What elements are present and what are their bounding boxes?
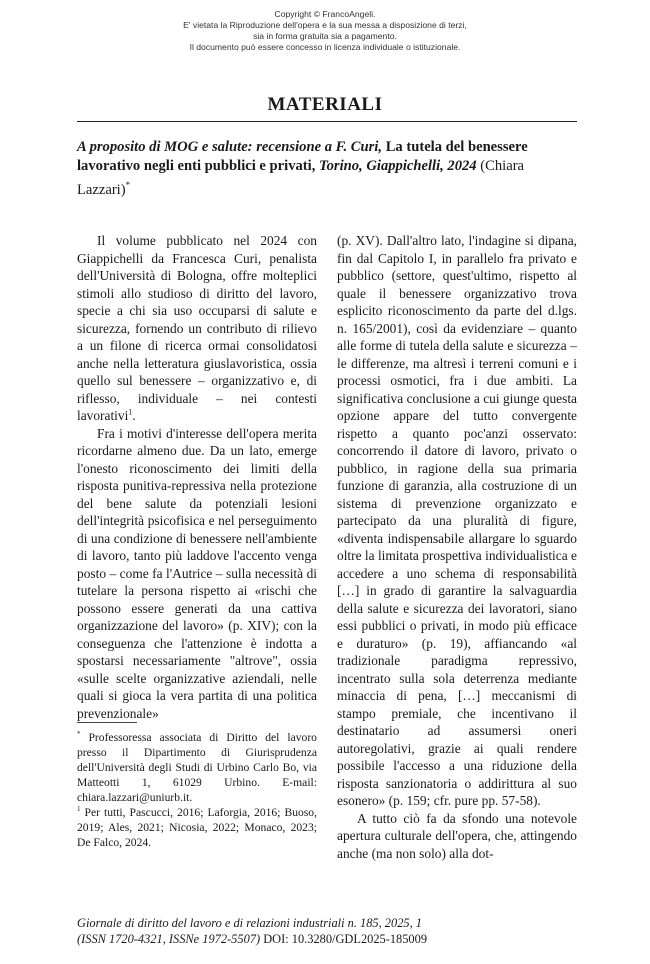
copyright-notice xyxy=(0,9,650,53)
article-heading xyxy=(77,138,577,200)
section-title: MATERIALI xyxy=(267,94,383,115)
footnotes xyxy=(77,730,317,850)
review-author: (Chiara Lazzari) xyxy=(77,158,525,198)
body-paragraph: A tutto ciò fa da sfondo una notevole apertura culturale dell'opera, che, attingendo anche (ma non solo) alla dot- xyxy=(337,810,577,861)
paragraph-text: Il volume pubblicato nel 2024 con Giappichelli da Francesca Curi, penalista dell'Università di Bologna, offre molteplici stimoli allo studioso di diritto del lavoro, specie a chi sia uso occuparsi di salute e sicurezza, fornendo un contributo di rilievo a un filone di ricerca ormai consolidatosi anche nella letteratura giuslavoristica, ossia quello sul benessere – organizzativo e, di riflesso, individuale – nei contesti lavorativi xyxy=(77,233,317,423)
footnote-1 xyxy=(77,805,317,850)
review-title: A proposito di MOG e salute: recensione a F. Curi, xyxy=(77,139,383,155)
footnote-mark: * xyxy=(77,730,81,739)
book-title: La tutela del benessere lavorativo negli enti pubblici e privati, xyxy=(77,139,528,174)
copyright-line: sia in forma gratuita sia a pagamento. xyxy=(253,31,397,41)
body-paragraph: (p. XV). Dall'altro lato, l'indagine si dipana, fin dal Capitolo I, in parallelo fra privato e pubblico (settore, quest'ultimo, rispetto al quale il benessere organizzativo trova esplicito riconoscimento da parte del d.lgs. n. 165/2001), così da evidenziare – quanto alle forme di tutela della salute e sicurezza – le differenze, ma altresì i terreni comuni e i processi osmotici, fra i due ambiti. La significativa conclusione a cui giunge questa opzione appare del tutto convergente rispetto a quanto poc'anzi osservato: concorrendo il datore di lavoro, privato o pubblico, in ragione della sua primaria funzione di garanzia, alla costruzione di un sistema di prevenzione organizzato e partecipato da una pluralità di figure, «diventa indispensabile allargare lo sguardo oltre la limitata prospettiva individualistica e accedere a uno schema di responsabilità […] in grado di garantire la salvaguardia della salute e sicurezza dei lavoratori, siano essi pubblici o privati, in modo più efficace e duraturo» (p. 19), affiancando «al tradizionale paradigma repressivo, incentrato sulla sola deterrenza mediante minaccia di pena, […] meccanismi di stampo premiale, che incentivano il destinatario ad assumersi oneri autoregolativi, grazie ai quali rendere possibile l'accesso a una riduzione della risposta sanzionatoria o addirittura al suo esonero» (p. 159; cfr. pure pp. 57-58). xyxy=(337,233,577,808)
section-divider xyxy=(77,121,577,122)
body-column-right xyxy=(337,232,577,880)
footnote-ref[interactable]: 1 xyxy=(128,407,133,417)
copyright-line: E' vietata la Riproduzione dell'opera e la sua messa a disposizione di terzi, xyxy=(183,20,467,30)
publisher-info: Torino, Giappichelli, 2024 xyxy=(319,158,477,174)
footnote-author xyxy=(77,730,317,805)
journal-citation: Giornale di diritto del lavoro e di relazioni industriali n. 185, 2025, 1 xyxy=(77,916,422,930)
body-paragraph: Fra i motivi d'interesse dell'opera merita ricordarne almeno due. Da un lato, emerge l'onesto riconoscimento dei limiti della risposta punitiva-repressiva nella protezione del bene salute da potenziali lesioni dell'integrità psicofisica e nel perseguimento di una condizione di benessere nell'ambiente di lavoro, tanto più laddove l'accento venga posto – come fa l'Autrice – sulla necessità di tutelare la persona rispetto ai «rischi che possono essere generati da una cattiva organizzazione del lavoro» (p. XIV); con la conseguenza che l'attenzione è indotta a spostarsi necessariamente "altrove", ossia «sulle scelte organizzative aziendali, nelle quali si gioca la vera partita di una politica prevenzionale» xyxy=(77,425,317,721)
footnote-mark: 1 xyxy=(77,805,81,814)
body-column-left xyxy=(77,232,317,721)
journal-footer xyxy=(77,915,597,947)
footnote-text: Professoressa associata di Diritto del lavoro presso il Dipartimento di Giurisprudenza dell'Università degli Studi di Urbino Carlo Bo, via Matteotti 1, 61029 Urbino. E-mail: chiara.lazzari@uniurb.it. xyxy=(77,731,317,804)
body-paragraph xyxy=(77,232,317,425)
copyright-line: Il documento può essere concesso in licenza individuale o istituzionale. xyxy=(189,42,461,52)
footnote-text: Per tutti, Pascucci, 2016; Laforgia, 2016; Buoso, 2019; Ales, 2021; Nicosia, 2022; Monaco, 2023; De Falco, 2024. xyxy=(77,806,317,849)
copyright-line: Copyright © FrancoAngeli. xyxy=(274,9,376,19)
footnote-divider xyxy=(77,722,137,723)
author-note-mark: * xyxy=(125,180,131,190)
doi[interactable]: DOI: 10.3280/GDL2025-185009 xyxy=(263,932,428,946)
issn-info: (ISSN 1720-4321, ISSNe 1972-5507) xyxy=(77,932,261,946)
paragraph-end: . xyxy=(132,408,136,423)
